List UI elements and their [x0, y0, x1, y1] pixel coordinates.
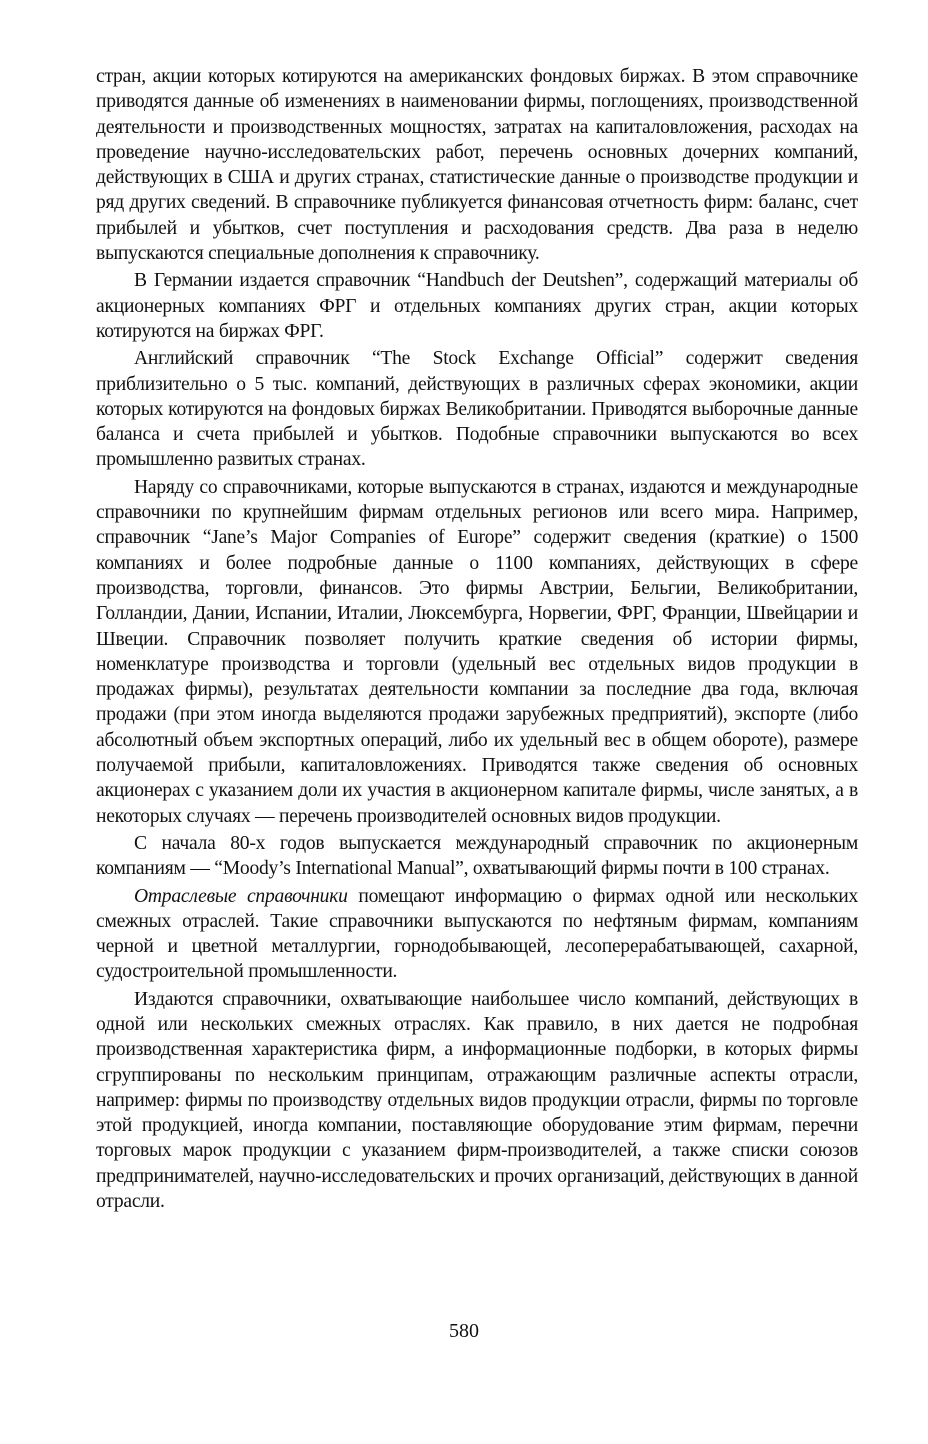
- document-body: [96, 64, 858, 1216]
- page-number: 580: [449, 1320, 479, 1342]
- paragraph-multi-industry-directories: Издаются справочники, охватывающие наибольшее число компаний, действующих в одной или нескольких смежных отраслях. Как правило, в них дается не подробная производственная характеристика фирм, а информационные подборки, в которых фирмы сгруппированы по нескольким принципам, отражающим различные аспекты отрасли, например: фирмы по производству отдельных видов продукции отрасли, фирмы по торговле этой продукцией, иногда компании, поставляющие оборудование этим фирмам, перечни торговых марок продукции с указанием фирм-производителей, а также списки союзов предпринимателей, научно-исследовательских и прочих организаций, действующих в данной отрасли.: [96, 988, 858, 1213]
- paragraph-text: помещают информацию о фирмах одной или нескольких смежных отраслей. Такие справочники выпускаются по нефтяным фирмам, компаниям черной и цветной металлургии, горнодобывающей, лесоперерабатывающей, сахарной, судостроительной промышленности.: [96, 885, 859, 983]
- paragraph-germany-directory: В Германии издается справочник “Handbuch der Deutshen”, содержащий материалы об акционерных компаниях ФРГ и отдельных компаниях других стран, акции которых котируются на биржах ФРГ.: [96, 270, 858, 342]
- paragraph-international-directories: Наряду со справочниками, которые выпускаются в странах, издаются и международные справочники по крупнейшим фирмам отдельных регионов или всего мира. Например, справочник “Jane’s Major Companies of Europe” содержит сведения (краткие) о 1500 компаниях и более подробные данные о 1100 компаниях, действующих в сфере производства, торговли, финансов. Это фирмы Австрии, Бельгии, Великобритании, Голландии, Дании, Испании, Италии, Люксембурга, Норвегии, ФРГ, Франции, Швейцарии и Швеции. Справочник позволяет получить краткие сведения об истории фирмы, номенклатуре производства и торговли (удельный вес отдельных видов продукции в продажах фирмы), результатах деятельности компании за последние два года, включая продажи (при этом иногда выделяются продажи зарубежных предприятий), экспорте (либо абсолютный объем экспортных операций, либо их удельный вес в общем обороте), размере получаемой прибыли, капиталовложениях. Приводятся также сведения об основных акционерах с указанием доли их участия в акционерном капитале фирмы, числе занятых, а в некоторых случаях — перечень производителей основных видов продукции.: [96, 476, 858, 827]
- italic-term: Отраслевые справочники: [134, 885, 348, 907]
- paragraph-industry-directories: [96, 884, 858, 985]
- paragraph-uk-directory: Английский справочник “The Stock Exchange Official” содержит сведения приблизительно о 5 тыс. компаний, действующих в различных сферах экономики, акции которых котируются на фондовых биржах Великобритании. Приводятся выборочные данные баланса и счета прибылей и убытков. Подобные справочники выпускаются во всех промышленно развитых странах.: [96, 348, 858, 471]
- paragraph-moodys-manual: С начала 80-х годов выпускается международный справочник по акционерным компаниям — “Moody’s International Manual”, охватывающий фирмы почти в 100 странах.: [96, 832, 858, 880]
- paragraph-us-directory: стран, акции которых котируются на американских фондовых биржах. В этом справочнике приводятся данные об изменениях в наименовании фирмы, поглощениях, производственной деятельности и производственных мощностях, затратах на капиталовложения, расходах на проведение научно-исследовательских работ, перечень основных дочерних компаний, действующих в США и других странах, статистические данные о производстве продукции и ряд других сведений. В справочнике публикуется финансовая отчетность фирм: баланс, счет прибылей и убытков, счет поступления и расходования средств. Два раза в неделю выпускаются специальные дополнения к справочнику.: [96, 66, 858, 265]
